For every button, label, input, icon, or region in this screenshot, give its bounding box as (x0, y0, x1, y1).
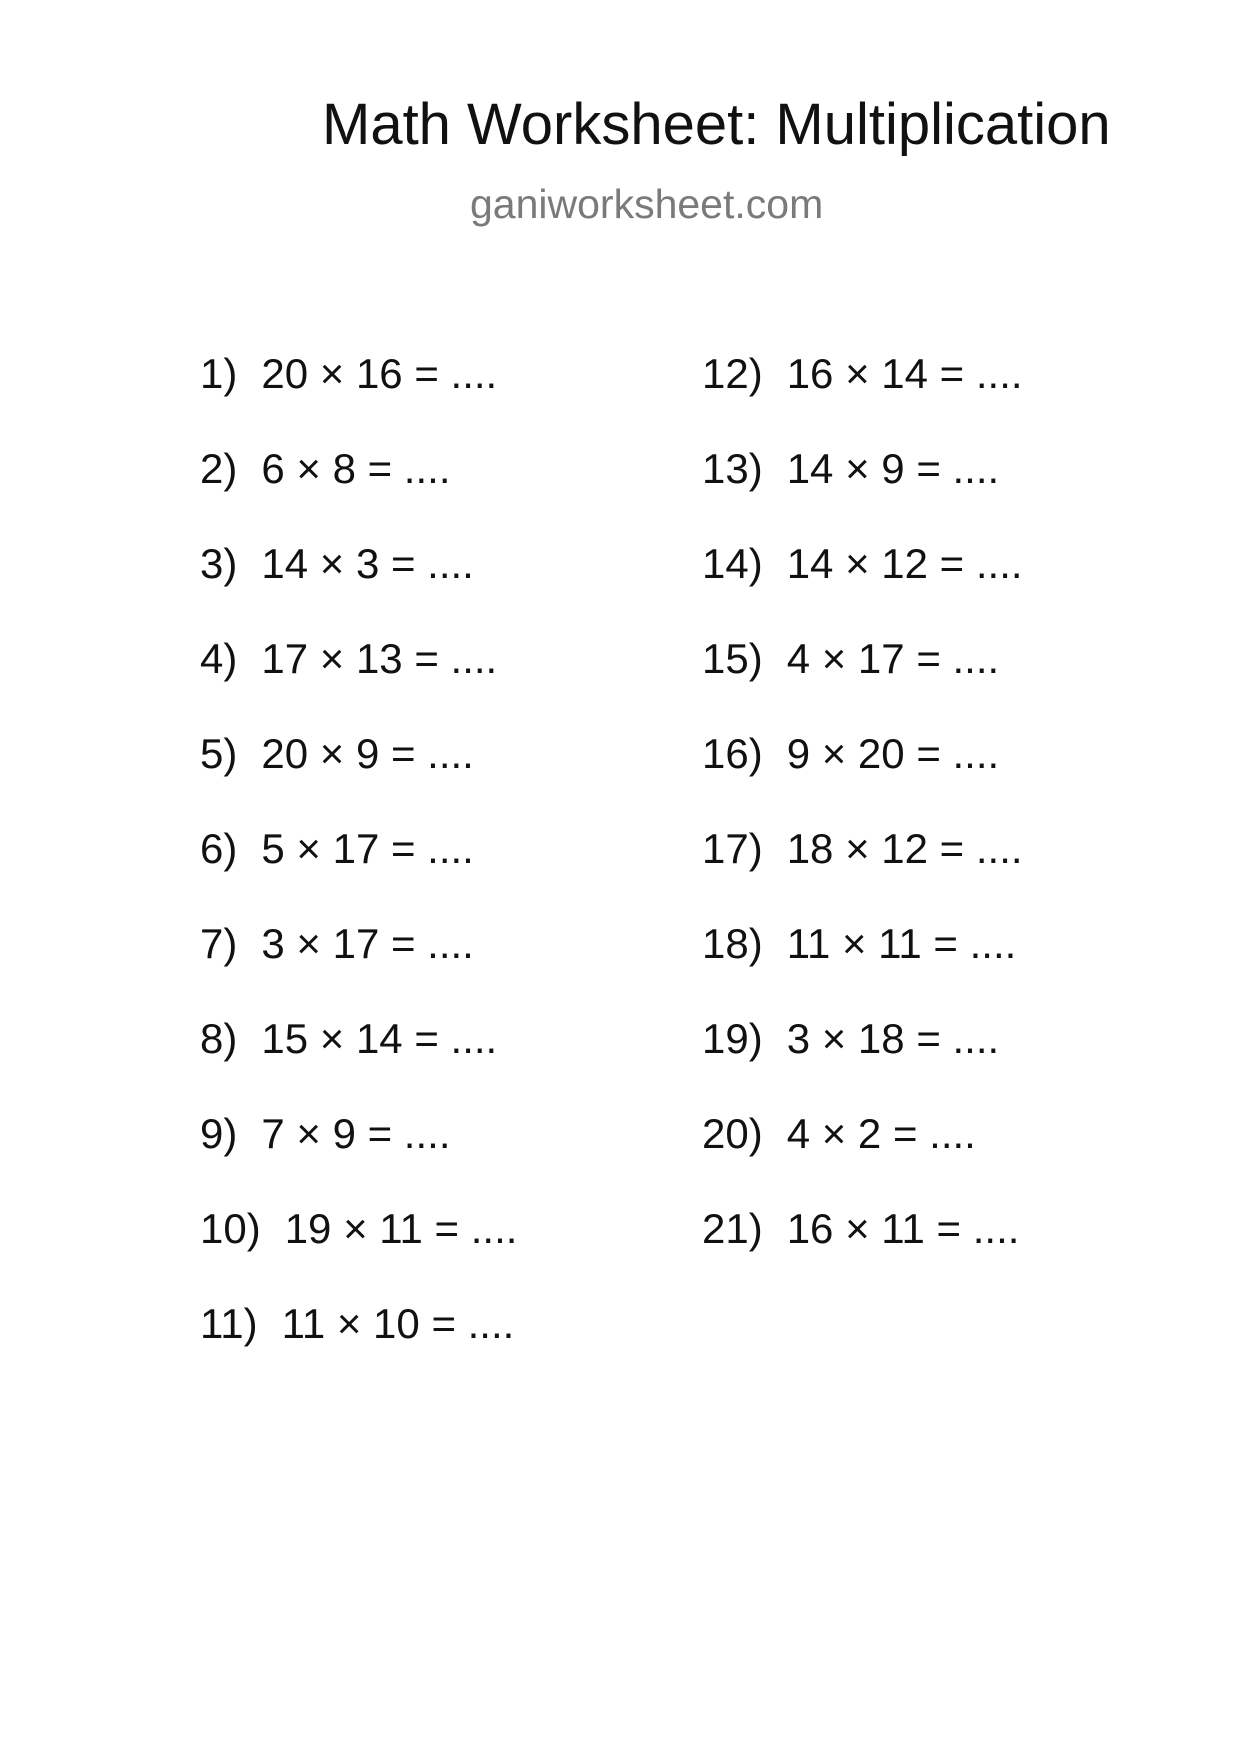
problem-number: 3) (200, 540, 238, 587)
problem-item (200, 443, 517, 538)
problem-expression: 4 × 2 = .... (786, 1110, 976, 1157)
problem-number: 20) (702, 1110, 763, 1157)
problem-number: 12) (702, 350, 763, 397)
problem-expression: 16 × 11 = .... (786, 1205, 1020, 1252)
site-watermark: ganiworksheet.com (470, 181, 824, 227)
problem-expression: 3 × 18 = .... (786, 1015, 1000, 1062)
problem-item (702, 728, 1023, 823)
problem-item (702, 1013, 1023, 1108)
problem-item (702, 633, 1023, 728)
problem-number: 5) (200, 730, 238, 777)
problem-number: 6) (200, 825, 238, 872)
problem-item (200, 538, 517, 633)
problem-expression: 11 × 11 = .... (786, 920, 1017, 967)
problem-expression: 19 × 11 = .... (284, 1205, 518, 1252)
problem-number: 1) (200, 350, 238, 397)
problem-expression: 14 × 3 = .... (261, 540, 474, 587)
problem-expression: 16 × 14 = .... (786, 350, 1023, 397)
problem-item (702, 1108, 1023, 1203)
problem-number: 21) (702, 1205, 763, 1252)
problem-item (702, 348, 1023, 443)
problem-item (200, 728, 517, 823)
problem-expression: 5 × 17 = .... (261, 825, 474, 872)
problem-item (200, 1013, 517, 1108)
problem-column-right (702, 348, 1023, 1298)
problem-expression: 15 × 14 = .... (261, 1015, 498, 1062)
problem-item (200, 823, 517, 918)
problem-item (702, 918, 1023, 1013)
problem-expression: 14 × 9 = .... (786, 445, 1000, 492)
problem-column-left (200, 348, 517, 1393)
problem-number: 13) (702, 445, 763, 492)
problem-expression: 20 × 16 = .... (261, 350, 498, 397)
problem-item (200, 1298, 517, 1393)
problem-number: 16) (702, 730, 763, 777)
problem-number: 4) (200, 635, 238, 682)
problem-item (702, 538, 1023, 633)
problem-item (200, 918, 517, 1013)
problem-number: 15) (702, 635, 763, 682)
problem-number: 14) (702, 540, 763, 587)
problem-expression: 9 × 20 = .... (786, 730, 1000, 777)
problem-expression: 3 × 17 = .... (261, 920, 474, 967)
worksheet-title: Math Worksheet: Multiplication (322, 92, 1111, 157)
problem-number: 7) (200, 920, 238, 967)
problem-expression: 7 × 9 = .... (261, 1110, 451, 1157)
problem-expression: 17 × 13 = .... (261, 635, 498, 682)
problem-number: 17) (702, 825, 763, 872)
problem-item (200, 348, 517, 443)
problem-expression: 4 × 17 = .... (786, 635, 1000, 682)
problem-item (200, 633, 517, 728)
problem-item (702, 1203, 1023, 1298)
problem-number: 9) (200, 1110, 238, 1157)
problem-number: 2) (200, 445, 238, 492)
problem-expression: 6 × 8 = .... (261, 445, 451, 492)
problem-number: 8) (200, 1015, 238, 1062)
problem-number: 10) (200, 1205, 261, 1252)
problem-number: 11) (200, 1300, 258, 1347)
problem-expression: 14 × 12 = .... (786, 540, 1023, 587)
problem-number: 19) (702, 1015, 763, 1062)
problem-number: 18) (702, 920, 763, 967)
problem-expression: 20 × 9 = .... (261, 730, 474, 777)
problem-expression: 11 × 10 = .... (281, 1300, 515, 1347)
problem-item (200, 1108, 517, 1203)
problem-item (200, 1203, 517, 1298)
problem-expression: 18 × 12 = .... (786, 825, 1023, 872)
problem-item (702, 823, 1023, 918)
problem-item (702, 443, 1023, 538)
